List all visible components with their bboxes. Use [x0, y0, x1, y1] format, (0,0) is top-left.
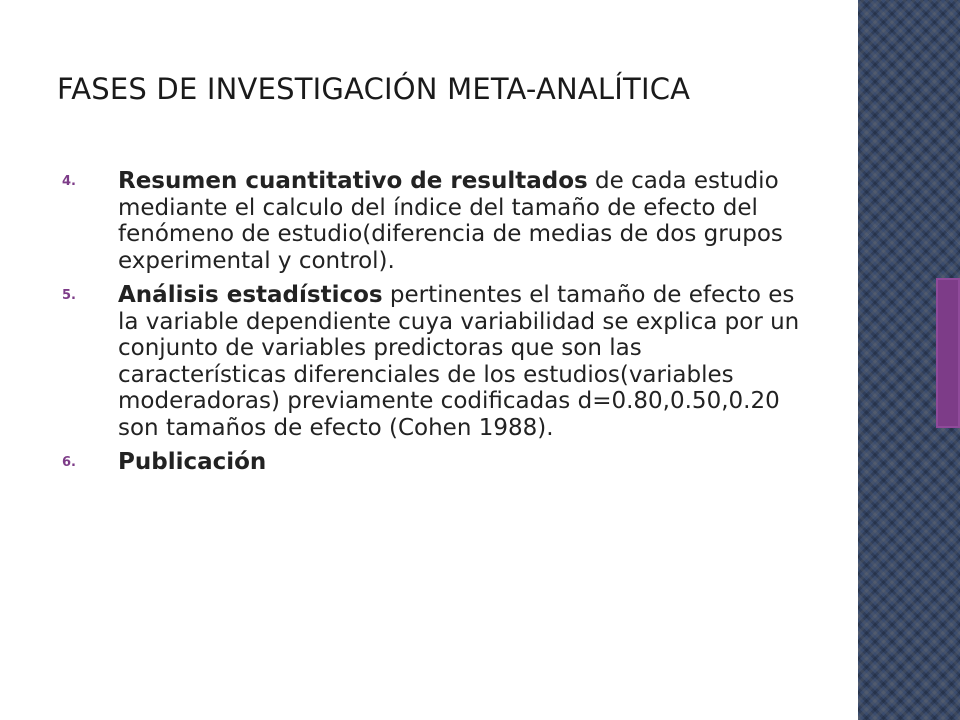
list-item-text: de cada estudio mediante el calculo del índice del tamaño de efecto del fenómeno de estudio(diferencia de medias de dos grupos experimental y control). — [118, 168, 783, 274]
list-item-number: 4. — [62, 174, 76, 189]
list-item — [62, 449, 812, 476]
list-item-number: 6. — [62, 455, 76, 470]
accent-bar — [936, 278, 960, 428]
list-item — [62, 282, 812, 441]
list-item-heading: Análisis estadísticos — [118, 282, 383, 308]
list-item — [62, 168, 812, 274]
list-item-number: 5. — [62, 288, 76, 303]
list-item-text: pertinentes el tamaño de efecto es la variable dependiente cuya variabilidad se explica por un conjunto de variables predictoras que son las características diferenciales de los estudios(variables moderadoras) previamente codificadas d=0.80,0.50,0.20 son tamaños de efecto (Cohen 1988). — [118, 282, 800, 441]
list-item-heading: Publicación — [118, 449, 267, 475]
list-item-heading: Resumen cuantitativo de resultados — [118, 168, 588, 194]
slide-title: FASES DE INVESTIGACIÓN META-ANALÍTICA — [57, 72, 691, 106]
numbered-list — [62, 168, 812, 484]
